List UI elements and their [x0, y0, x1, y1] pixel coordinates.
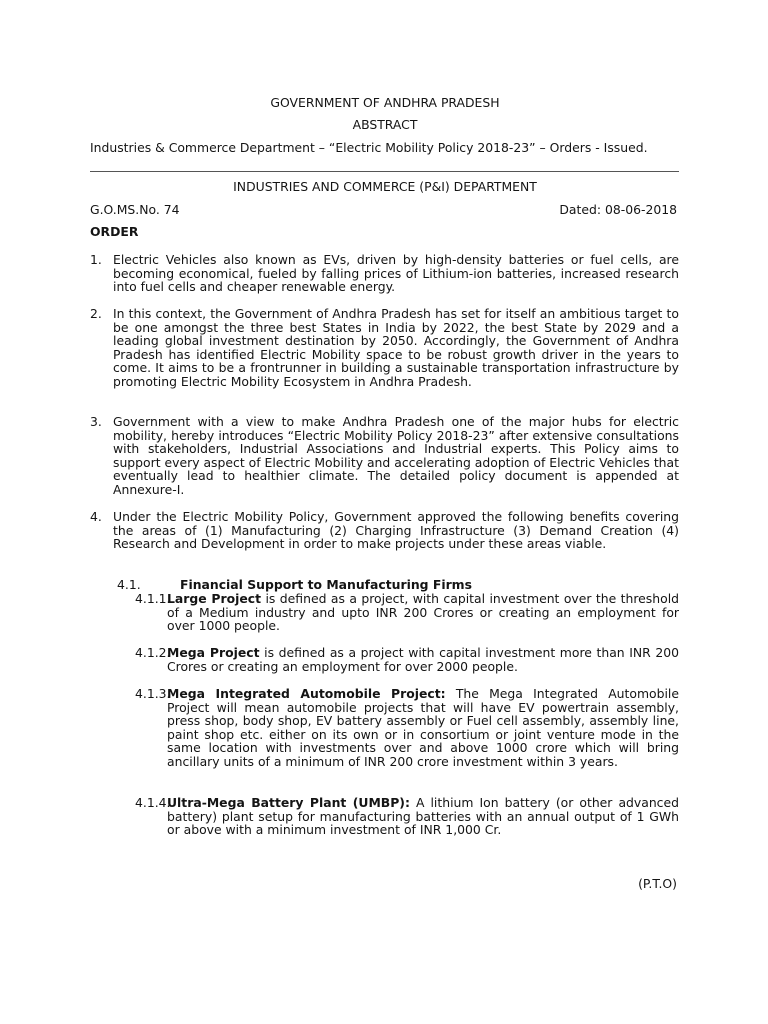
- subsection-body: The Mega Integrated Automobile Project will mean automobile projects that will have EV powertrain assembly, press shop, body shop, EV battery assembly or Fuel cell assembly, assembly line, paint shop etc. either on its own or in consortium or joint venture mode in the same location with investments over and above 1000 crore which will bring ancillary units of a minimum of INR 200 crore investment within 3 years.: [167, 686, 679, 769]
- subsection-body: A lithium Ion battery (or other advanced battery) plant setup for manufacturing batteries with an annual output of 1 GWh or above with a minimum investment of INR 1,000 Cr.: [167, 795, 679, 837]
- subsection-text: [167, 646, 679, 673]
- subsection-number: 4.1.3.: [135, 686, 171, 701]
- subsection-4-1-1: [135, 592, 679, 633]
- subsection-text: [167, 592, 679, 633]
- paragraph-2: [90, 307, 679, 388]
- paragraph-number: 1.: [90, 252, 102, 267]
- department-heading: INDUSTRIES AND COMMERCE (P&I) DEPARTMENT: [233, 179, 537, 194]
- subsection-number: 4.1.1.: [135, 591, 171, 606]
- paragraph-text: Under the Electric Mobility Policy, Government approved the following benefits covering the areas of (1) Manufacturing (2) Charging Infrastructure (3) Demand Creation (4) Research and Development in order to make projects under these areas viable.: [113, 509, 679, 551]
- go-number: G.O.MS.No. 74: [90, 202, 180, 217]
- paragraph-text: Electric Vehicles also known as EVs, driven by high-density batteries or fuel cells, are becoming economical, fueled by falling prices of Lithium-ion batteries, increased research into fuel cells and cheaper renewable energy.: [113, 252, 679, 294]
- paragraph-4: [90, 510, 679, 551]
- paragraph-text: Government with a view to make Andhra Pradesh one of the major hubs for electric mobility, hereby introduces “Electric Mobility Policy 2018-23” after extensive consultations with stakeholders, Industrial Associations and Industrial experts. This Policy aims to support every aspect of Electric Mobility and accelerating adoption of Electric Vehicles that eventually lead to healthier climate. The detailed policy document is appended at Annexure-I.: [113, 414, 679, 497]
- order-label: ORDER: [90, 224, 139, 239]
- subsection-term: Mega Integrated Automobile Project:: [167, 686, 446, 701]
- subsection-term: Large Project: [167, 591, 262, 606]
- section-title: Financial Support to Manufacturing Firms: [180, 577, 472, 592]
- section-number: 4.1.: [117, 577, 141, 592]
- paragraph-text: In this context, the Government of Andhra Pradesh has set for itself an ambitious target to be one amongst the three best States in India by 2022, the best State by 2029 and a leading global investment destination by 2050. Accordingly, the Government of Andhra Pradesh has identified Electric Mobility space to be robust growth driver in the years to come. It aims to be a frontrunner in building a sustainable transportation infrastructure by promoting Electric Mobility Ecosystem in Andhra Pradesh.: [113, 306, 679, 389]
- subsection-4-1-2: [135, 646, 679, 673]
- subsection-body: is defined as a project with capital investment more than INR 200 Crores or creating an employment for over 2000 people.: [167, 645, 679, 674]
- subsection-term: Ultra-Mega Battery Plant (UMBP):: [167, 795, 410, 810]
- subsection-text: [167, 796, 679, 837]
- paragraph-number: 3.: [90, 414, 102, 429]
- subsection-4-1-3: [135, 687, 679, 768]
- government-heading: GOVERNMENT OF ANDHRA PRADESH: [270, 95, 500, 110]
- abstract-text: Industries & Commerce Department – “Electric Mobility Policy 2018-23” – Orders - Issued.: [90, 140, 648, 155]
- subsection-body: is defined as a project, with capital investment over the threshold of a Medium industry and upto INR 200 Crores or creating an employment for over 1000 people.: [167, 591, 679, 633]
- divider: [90, 171, 679, 172]
- subsection-number: 4.1.4.: [135, 795, 171, 810]
- paragraph-1: [90, 253, 679, 294]
- order-date: Dated: 08-06-2018: [559, 202, 677, 217]
- subsection-number: 4.1.2.: [135, 645, 171, 660]
- subsection-4-1-4: [135, 796, 679, 837]
- paragraph-number: 2.: [90, 306, 102, 321]
- pto-label: (P.T.O): [638, 876, 677, 891]
- paragraph-number: 4.: [90, 509, 102, 524]
- paragraph-3: [90, 415, 679, 496]
- abstract-label: ABSTRACT: [352, 117, 418, 132]
- subsection-term: Mega Project: [167, 645, 260, 660]
- subsection-text: [167, 687, 679, 768]
